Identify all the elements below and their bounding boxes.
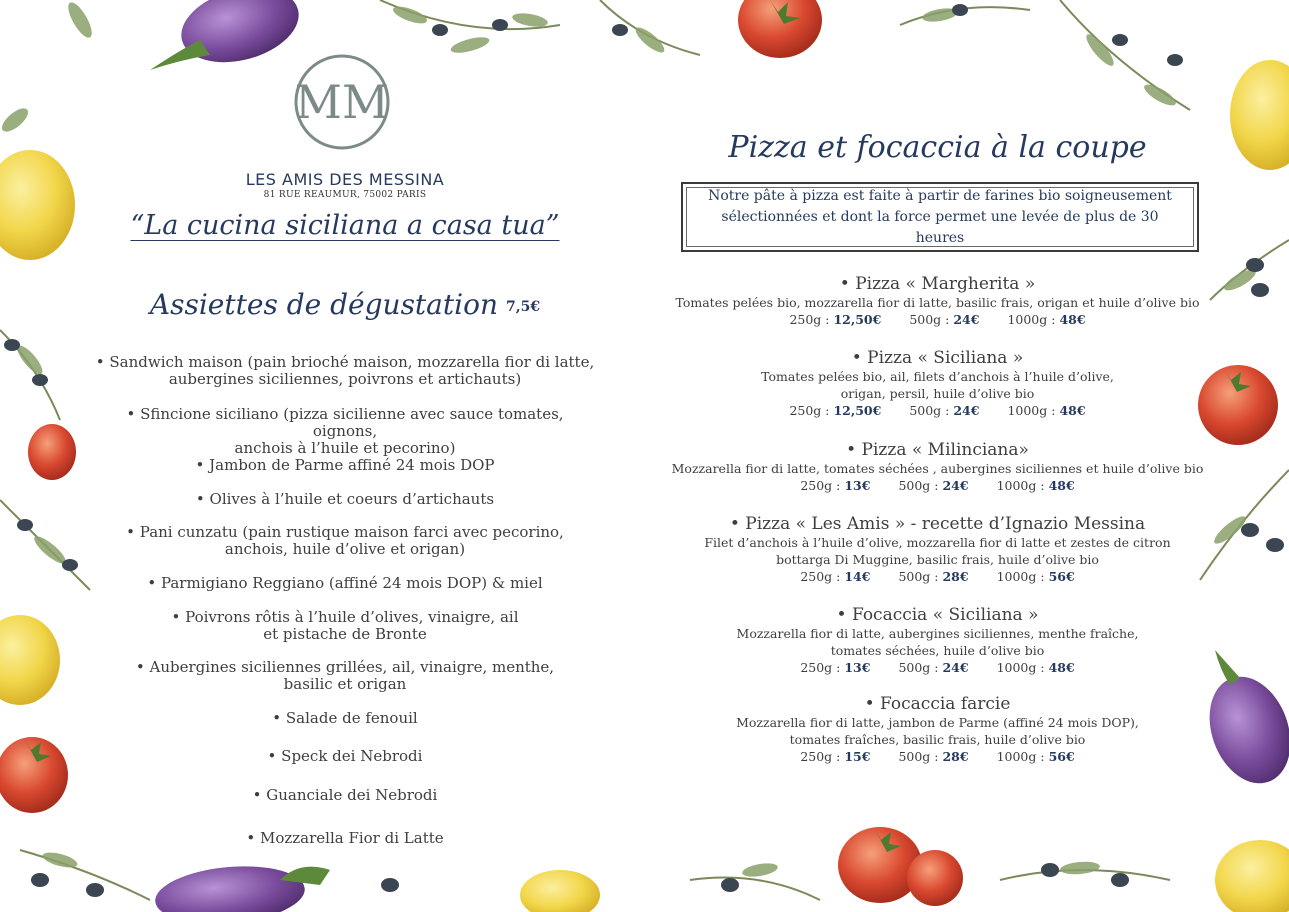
menu-item — [670, 605, 1205, 676]
price-option: 500g : 28€ — [898, 569, 969, 584]
section-title-text: Assiettes de dégustation — [149, 288, 498, 321]
price-option: 250g : 13€ — [800, 478, 871, 493]
price-option: 250g : 13€ — [800, 660, 871, 675]
monogram-logo-icon — [292, 52, 392, 152]
item-name: • Focaccia « Siciliana » — [836, 605, 1039, 625]
menu-item — [670, 514, 1205, 585]
item-prices — [670, 402, 1205, 419]
tagline-text: “La cucina siciliana a casa tua” — [130, 210, 560, 241]
menu-item — [670, 440, 1205, 494]
list-item — [95, 354, 595, 388]
item-line: anchois à l’huile et pecorino) — [234, 439, 456, 457]
section-price: 7,5€ — [505, 298, 541, 315]
list-item — [95, 659, 595, 693]
logo-letters: MM — [294, 75, 390, 129]
section-title-tasting — [95, 288, 595, 321]
item-description: Mozzarella fior di latte, tomates séchées , aubergines siciliennes et huile d’olive bio — [671, 461, 1204, 476]
list-item — [95, 524, 595, 558]
price-option: 500g : 24€ — [909, 312, 980, 327]
item-line: • Mozzarella Fior di Latte — [246, 829, 444, 847]
item-line: basilic et origan — [283, 675, 407, 693]
item-line: • Poivrons rôtis à l’huile d’olives, vinaigre, ail — [171, 608, 519, 626]
item-line: et pistache de Bronte — [263, 625, 427, 643]
list-item — [95, 710, 595, 727]
price-option: 500g : 28€ — [898, 749, 969, 764]
intro-text — [708, 186, 1172, 249]
item-prices — [670, 748, 1205, 765]
price-option: 1000g : 48€ — [1007, 312, 1086, 327]
list-item — [95, 787, 595, 804]
item-name: • Pizza « Margherita » — [839, 274, 1036, 294]
item-line: • Sfincione siciliano (pizza sicilienne avec sauce tomates, oignons, — [126, 405, 564, 440]
price-option: 1000g : 48€ — [996, 660, 1075, 675]
section-title-pizza: Pizza et focaccia à la coupe — [728, 130, 1147, 165]
menu-item — [670, 274, 1205, 328]
intro-box — [681, 182, 1199, 252]
item-line: anchois, huile d’olive et origan) — [224, 540, 466, 558]
item-line: aubergines siciliennes, poivrons et artichauts) — [168, 370, 522, 388]
price-option: 1000g : 56€ — [996, 749, 1075, 764]
tagline — [95, 210, 595, 241]
list-item — [95, 830, 595, 847]
item-line: • Jambon de Parme affiné 24 mois DOP — [195, 456, 495, 474]
price-option: 1000g : 48€ — [1007, 403, 1086, 418]
menu-item — [670, 694, 1205, 765]
intro-line: sélectionnées et dont la force permet une levée de plus de 30 heures — [721, 208, 1159, 246]
item-description: Tomates pelées bio, ail, filets d’anchois à l’huile d’olive, — [761, 369, 1114, 384]
price-option: 500g : 24€ — [909, 403, 980, 418]
item-description: origan, persil, huile d’olive bio — [840, 386, 1035, 401]
price-option: 250g : 12,50€ — [789, 312, 882, 327]
list-item — [95, 748, 595, 765]
price-option: 500g : 24€ — [898, 660, 969, 675]
item-name: • Focaccia farcie — [864, 694, 1011, 714]
item-description: tomates séchées, huile d’olive bio — [830, 643, 1045, 658]
price-option: 250g : 15€ — [800, 749, 871, 764]
price-option: 1000g : 56€ — [996, 569, 1075, 584]
item-description: Filet d’anchois à l’huile d’olive, mozzarella fior di latte et zestes de citron — [704, 535, 1171, 550]
price-option: 250g : 14€ — [800, 569, 871, 584]
list-item — [95, 406, 595, 457]
item-line: • Parmigiano Reggiano (affiné 24 mois DOP) & miel — [147, 574, 543, 592]
item-prices — [670, 311, 1205, 328]
price-option: 500g : 24€ — [898, 478, 969, 493]
price-option: 250g : 12,50€ — [789, 403, 882, 418]
item-line: • Aubergines siciliennes grillées, ail, vinaigre, menthe, — [135, 658, 555, 676]
restaurant-address: 81 RUE REAUMUR, 75002 PARIS — [263, 190, 427, 200]
item-prices — [670, 477, 1205, 494]
item-description: Mozzarella fior di latte, jambon de Parme (affiné 24 mois DOP), — [736, 715, 1139, 730]
left-page — [95, 0, 595, 912]
item-name: • Pizza « Les Amis » - recette d’Ignazio Messina — [729, 514, 1146, 534]
item-line: • Sandwich maison (pain brioché maison, mozzarella fior di latte, — [95, 353, 595, 371]
item-line: • Salade de fenouil — [272, 709, 418, 727]
list-item — [95, 575, 595, 592]
restaurant-name: LES AMIS DES MESSINA — [245, 170, 445, 189]
item-line: • Speck dei Nebrodi — [267, 747, 423, 765]
item-line: • Pani cunzatu (pain rustique maison farci avec pecorino, — [126, 523, 564, 541]
item-line: • Olives à l’huile et coeurs d’artichauts — [195, 490, 495, 508]
menu-item — [670, 348, 1205, 419]
item-description: bottarga Di Muggine, basilic frais, huile d’olive bio — [776, 552, 1099, 567]
item-name: • Pizza « Milinciana» — [846, 440, 1029, 460]
list-item — [95, 457, 595, 474]
intro-line: Notre pâte à pizza est faite à partir de farines bio soigneusement — [708, 187, 1172, 204]
right-page — [670, 0, 1205, 912]
item-description: tomates fraîches, basilic frais, huile d’olive bio — [789, 732, 1086, 747]
item-line: • Guanciale dei Nebrodi — [252, 786, 438, 804]
item-prices — [670, 659, 1205, 676]
item-prices — [670, 568, 1205, 585]
item-description: Mozzarella fior di latte, aubergines siciliennes, menthe fraîche, — [736, 626, 1139, 641]
list-item — [95, 609, 595, 643]
item-description: Tomates pelées bio, mozzarella fior di latte, basilic frais, origan et huile d’olive bio — [675, 295, 1200, 310]
price-option: 1000g : 48€ — [996, 478, 1075, 493]
list-item — [95, 491, 595, 508]
item-name: • Pizza « Siciliana » — [851, 348, 1024, 368]
